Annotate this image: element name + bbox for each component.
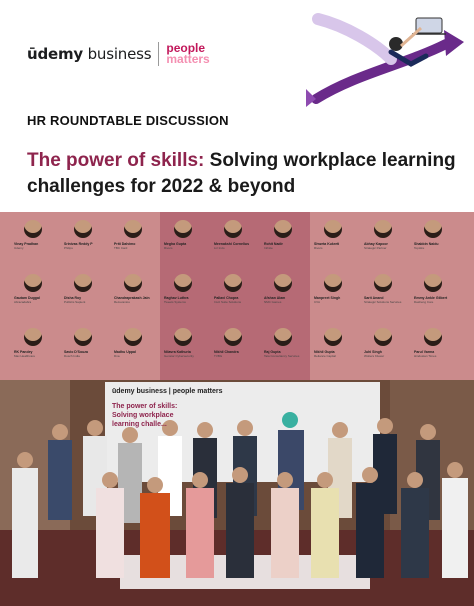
title-accent: The power of skills: <box>27 150 205 171</box>
panelist-name: Pallavi Chopra <box>214 296 239 300</box>
logo-divider <box>158 42 159 66</box>
panelist-photo <box>74 274 92 292</box>
panelist-company: Rivers <box>314 246 323 250</box>
panelist-company: Tata Consultancy Services <box>264 354 300 358</box>
panelist-company: Philips <box>64 246 73 250</box>
panelist-company: Reliance Capital <box>314 354 336 358</box>
panelist-company: TBC Card <box>114 246 128 250</box>
panelist-name: RK Pandey <box>14 350 33 354</box>
panelist-company: TVBG <box>214 354 223 358</box>
backdrop-brand: ūdemy business | people matters <box>112 388 223 395</box>
group-photo <box>0 380 474 606</box>
panelist-name: Madhu Uppal <box>114 350 136 354</box>
panelist-name: Emmy Ankle Gilbert <box>414 296 448 300</box>
panelist-name: Nikhil Chandra <box>214 350 239 354</box>
panelist-name: Shabbin Naidu <box>414 242 439 246</box>
panelist-photo <box>224 328 242 346</box>
panelist-name: Gautam Duggal <box>14 296 40 300</box>
article-header <box>0 0 474 212</box>
brand-logos <box>27 42 210 66</box>
panelist-photo <box>274 220 292 238</box>
panelist-name: Disha Roy <box>64 296 82 300</box>
panelist-company: Liz Indo <box>214 246 225 250</box>
panelist-photo <box>24 328 42 346</box>
panelist-company: Publicis Sapient <box>64 300 86 304</box>
panelist-company: Tweets Systems <box>164 300 186 304</box>
panelist-photo <box>174 328 192 346</box>
panelist-name: Savio D'Souza <box>64 350 88 354</box>
panelist-name: Nilavra Kathuria <box>164 350 191 354</box>
panelist-company: Dusch India <box>64 354 80 358</box>
page-title <box>27 148 457 200</box>
panelist-name: Manpreet Singh <box>314 296 341 300</box>
panelist-name: Chandraprakash Jain <box>114 296 150 300</box>
panelist-photo <box>324 220 342 238</box>
panelist-name: Vinay Pradhan <box>14 242 39 246</box>
title-rest: Solving workplace learning challenges for 2022 & beyond <box>27 150 456 197</box>
panelist-company: Strategic Solutions Services <box>364 300 402 304</box>
panelist-photo <box>424 328 442 346</box>
panelist-name: Nikhil Gupta <box>314 350 335 354</box>
business-wordmark: business <box>87 45 152 63</box>
panelist-photo <box>74 328 92 346</box>
panelist-company: TopHire <box>414 246 425 250</box>
panelist-company: Udemy <box>14 246 24 250</box>
panelist-company: Max Healthcare <box>14 354 36 358</box>
panelist-name: Srinivas Reddy P <box>64 242 93 246</box>
panelist-company: Genstar Cybersecurity <box>164 354 194 358</box>
panelist-photo <box>124 328 142 346</box>
panelist-company: NMC Games <box>264 300 282 304</box>
panelist-company: Inviz Suite Solutions <box>214 300 242 304</box>
udemy-business-logo <box>27 45 151 63</box>
panelist-photo <box>24 220 42 238</box>
panelist-photo <box>374 220 392 238</box>
people-matters-line2: matters <box>166 52 210 66</box>
udemy-wordmark: ūdemy <box>27 45 83 63</box>
panelist-name: Priti Dalvimo <box>114 242 136 246</box>
panelist-name: Meenakshi Cornelius <box>214 242 250 246</box>
panelist-photo <box>424 220 442 238</box>
person-on-arrow-illustration <box>296 4 466 114</box>
panelist-photo <box>324 274 342 292</box>
panelist-photo <box>374 274 392 292</box>
panelist-photo <box>174 220 192 238</box>
panelist-photo <box>24 274 42 292</box>
panelist-photo <box>424 274 442 292</box>
panelist-company: Rezevantos <box>114 300 130 304</box>
section-label: HR ROUNDTABLE DISCUSSION <box>27 113 229 128</box>
panelist-name: Raghav Luthra <box>164 296 189 300</box>
panelist-name: Rohit Nadir <box>264 242 283 246</box>
panelist-photo <box>374 328 392 346</box>
panelist-photo <box>124 274 142 292</box>
backdrop-title: The power of skills: Solving workplace learning challe... <box>112 403 178 428</box>
panelist-photo <box>224 220 242 238</box>
panelist-photo <box>274 274 292 292</box>
panelist-company: Hindustan Times <box>414 354 437 358</box>
panelist-company: Strategic Partner <box>364 246 387 250</box>
panelist-photo <box>274 328 292 346</box>
people-matters-logo <box>166 43 209 65</box>
panelist-name: Raj Gupta <box>264 350 281 354</box>
group-photo-image <box>0 380 474 606</box>
panelist-company: Abracadabra <box>14 300 32 304</box>
panelist-grid <box>0 212 474 380</box>
panelist-name: Megha Gupta <box>164 242 187 246</box>
panelist-photo <box>74 220 92 238</box>
panelist-company: Dna <box>114 354 120 358</box>
panelist-name: Juhi Singh <box>364 350 382 354</box>
panelist-company: Dasheng Core <box>414 300 434 304</box>
panelist-name: Parul Varma <box>414 350 435 354</box>
panelist-company: Infinite <box>264 246 273 250</box>
panelist-company: Rivers <box>164 246 173 250</box>
panelist-photo <box>124 220 142 238</box>
panelist-company: CVA <box>314 300 320 304</box>
panelist-photo <box>224 274 242 292</box>
people-matters-line1: people <box>166 41 206 55</box>
panelist-name: Sarit Anand <box>364 296 384 300</box>
panelist-name: Afshan Alam <box>264 296 286 300</box>
panelist-photo <box>324 328 342 346</box>
panelist-photo <box>174 274 192 292</box>
panelist-name: Abhay Kapoor <box>364 242 388 246</box>
panelist-company: Wolters Kluwer <box>364 354 385 358</box>
panelist-name: Shweta Kukreti <box>314 242 340 246</box>
